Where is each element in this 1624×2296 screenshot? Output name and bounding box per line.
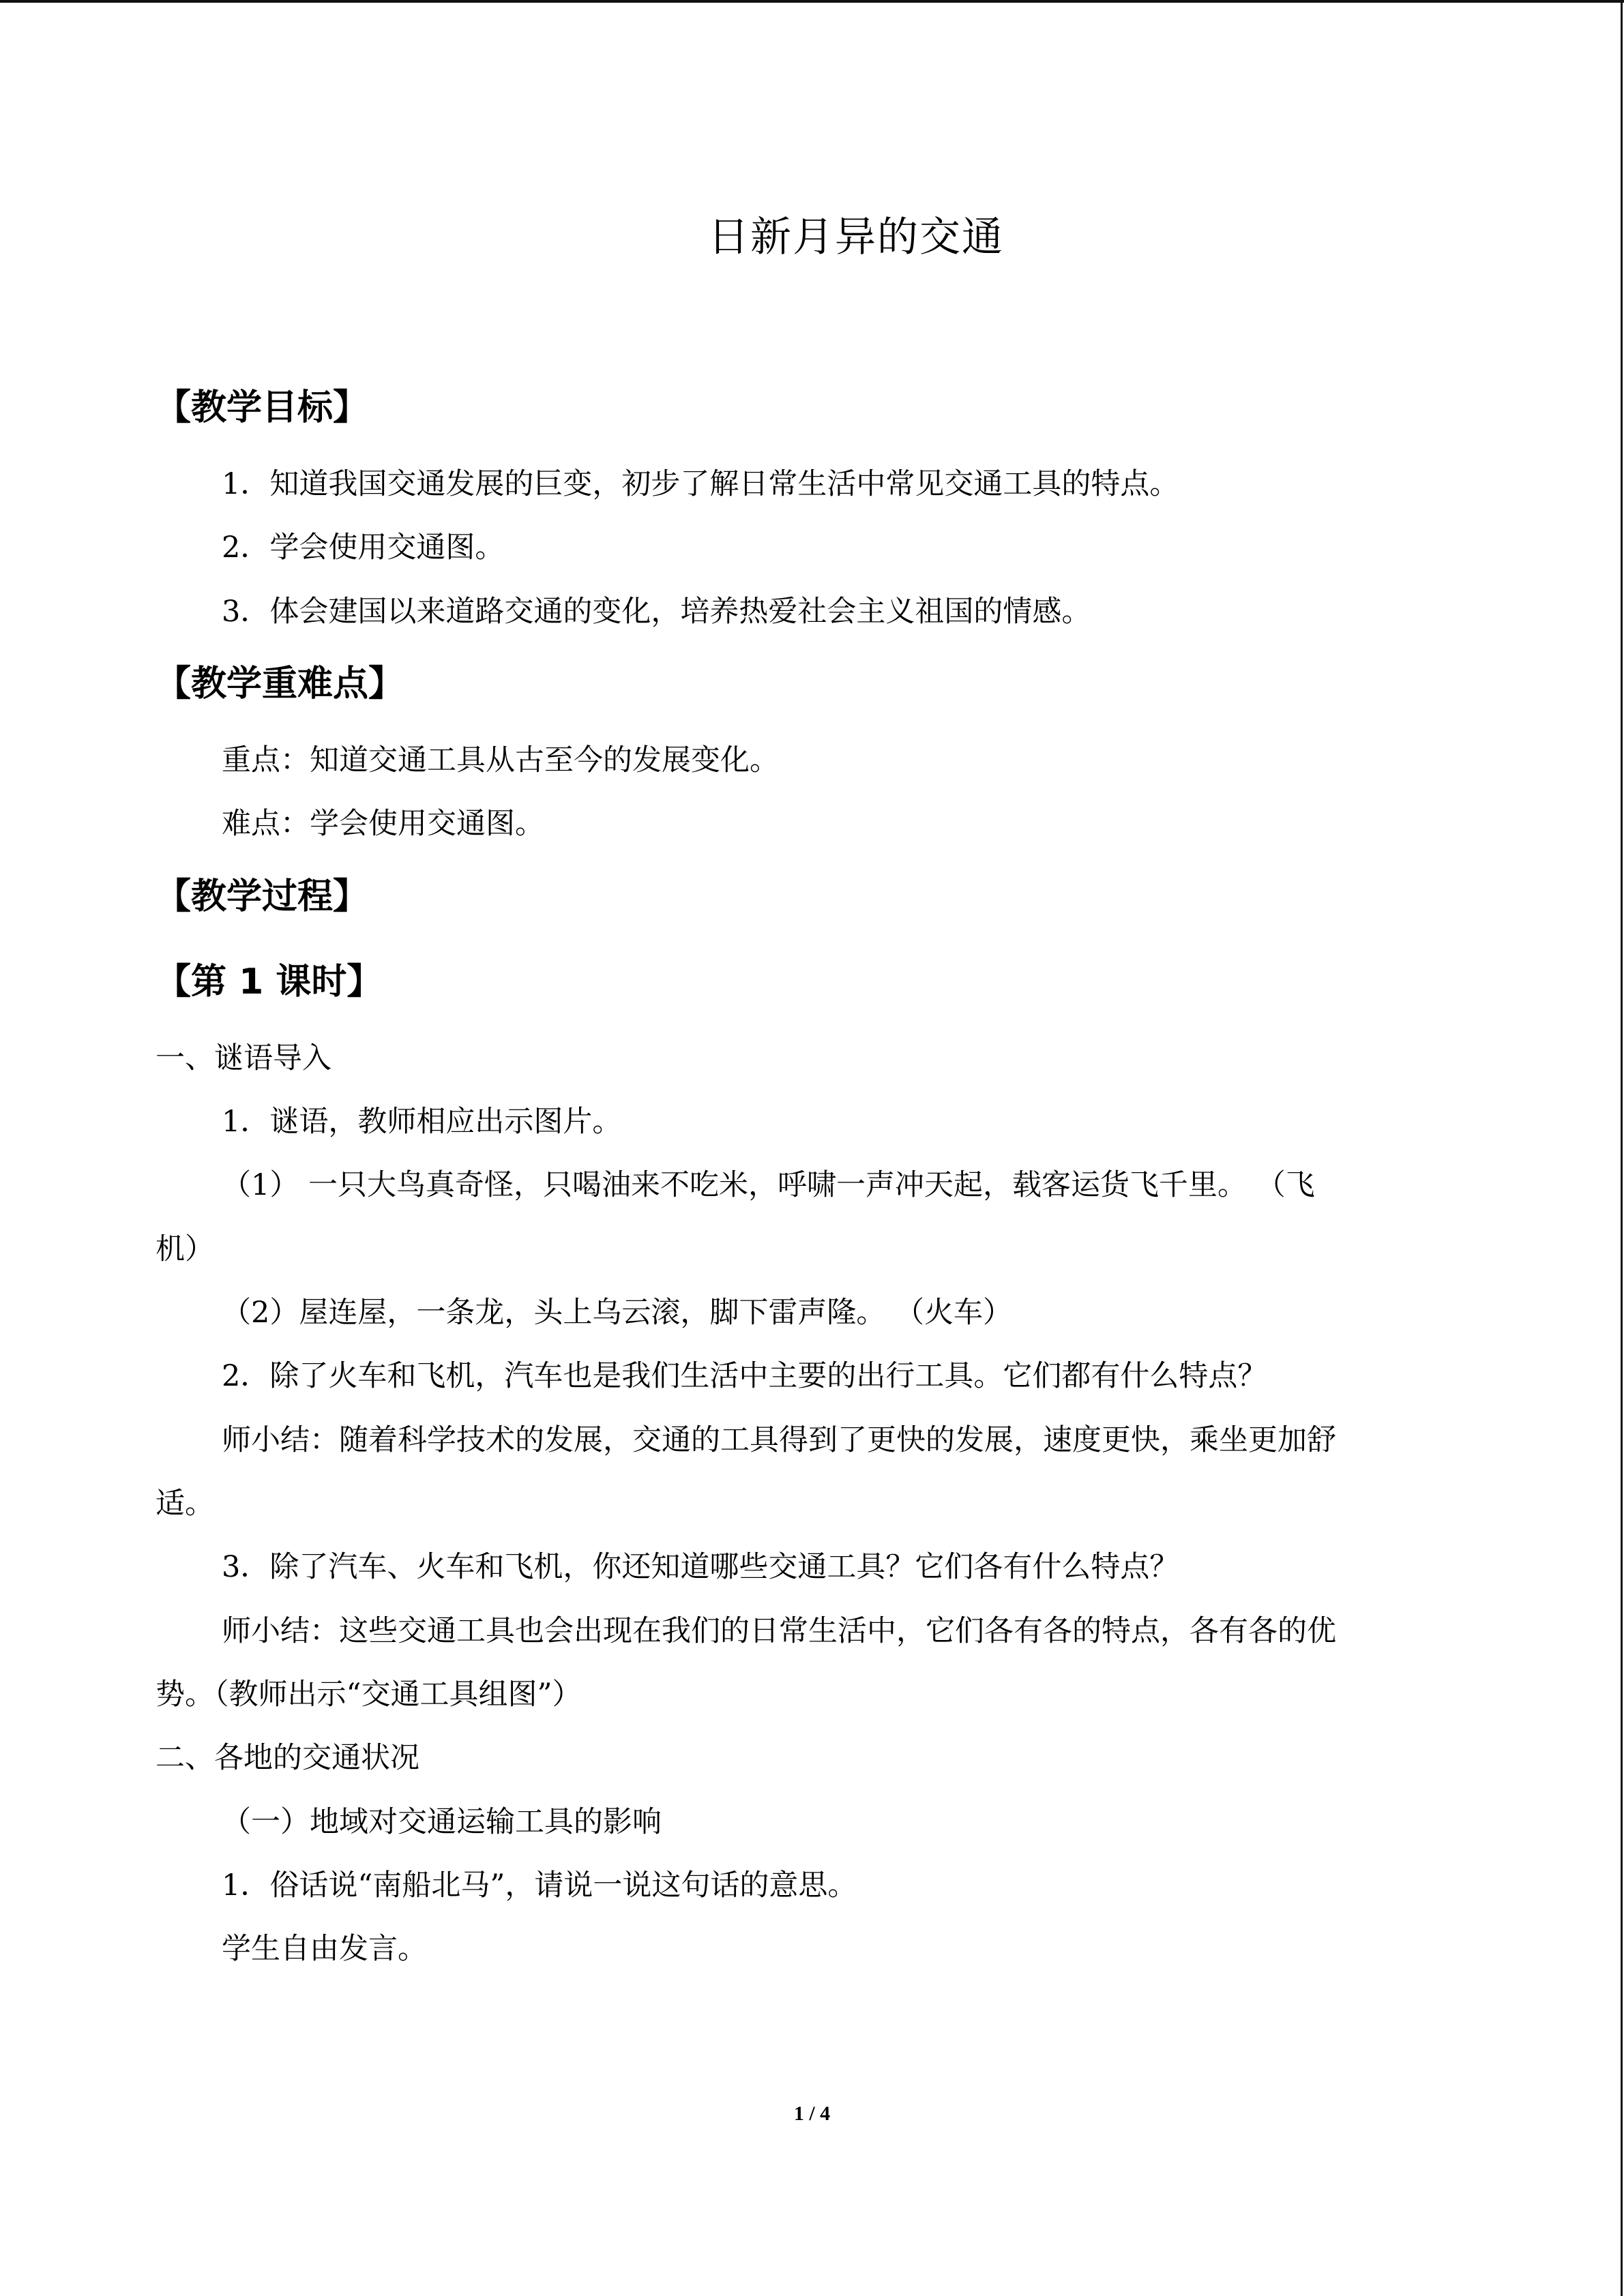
lesson-line-14: 1．俗话说“南船北马”，请说一说这句话的意思。 xyxy=(222,1868,857,1903)
lesson-line-11: 势。（教师出示“交通工具组图”） xyxy=(156,1678,582,1712)
lesson-line-4: 机） xyxy=(156,1232,214,1266)
lesson-line-9: 3．除了汽车、火车和飞机，你还知道哪些交通工具？它们各有什么特点？ xyxy=(222,1550,1179,1584)
objective-item-3: 3．体会建国以来道路交通的变化，培养热爱社会主义祖国的情感。 xyxy=(222,595,1091,629)
section-heading-objectives: 【教学目标】 xyxy=(156,387,369,428)
document-title: 日新月异的交通 xyxy=(708,213,1004,261)
lesson-line-5: （2）屋连屋，一条龙，头上乌云滚，脚下雷声隆。 （火车） xyxy=(222,1296,1013,1330)
section-heading-key-points: 【教学重难点】 xyxy=(156,664,404,704)
lesson-line-10: 师小结：这些交通工具也会出现在我们的日常生活中，它们各有各的特点，各有各的优 xyxy=(222,1614,1336,1648)
key-point-difficulty: 难点：学会使用交通图。 xyxy=(222,807,544,841)
lesson-line-1: 一、谜语导入 xyxy=(156,1041,331,1075)
section-heading-lesson1: 【第 1 课时】 xyxy=(156,961,383,1002)
objective-item-1: 1．知道我国交通发展的巨变，初步了解日常生活中常见交通工具的特点。 xyxy=(222,467,1179,501)
lesson-line-7: 师小结：随着科学技术的发展，交通的工具得到了更快的发展，速度更快，乘坐更加舒 xyxy=(222,1423,1336,1457)
section-heading-process: 【教学过程】 xyxy=(156,876,369,917)
objective-item-2: 2．学会使用交通图。 xyxy=(222,531,505,565)
lesson-line-13: （一）地域对交通运输工具的影响 xyxy=(222,1805,662,1839)
lesson-line-2: 1．谜语，教师相应出示图片。 xyxy=(222,1105,622,1139)
lesson-line-15: 学生自由发言。 xyxy=(222,1932,427,1966)
lesson-line-8: 适。 xyxy=(156,1487,214,1521)
lesson-line-3: （1） 一只大鸟真奇怪，只喝油来不吃米，呼啸一声冲天起，载客运货飞千里。 （飞 xyxy=(222,1168,1315,1202)
lesson-line-6: 2．除了火车和飞机，汽车也是我们生活中主要的出行工具。它们都有什么特点？ xyxy=(222,1359,1267,1393)
page-number: 1 / 4 xyxy=(793,2102,831,2125)
lesson-line-12: 二、各地的交通状况 xyxy=(156,1741,419,1775)
key-point-focus: 重点：知道交通工具从古至今的发展变化。 xyxy=(222,743,779,777)
